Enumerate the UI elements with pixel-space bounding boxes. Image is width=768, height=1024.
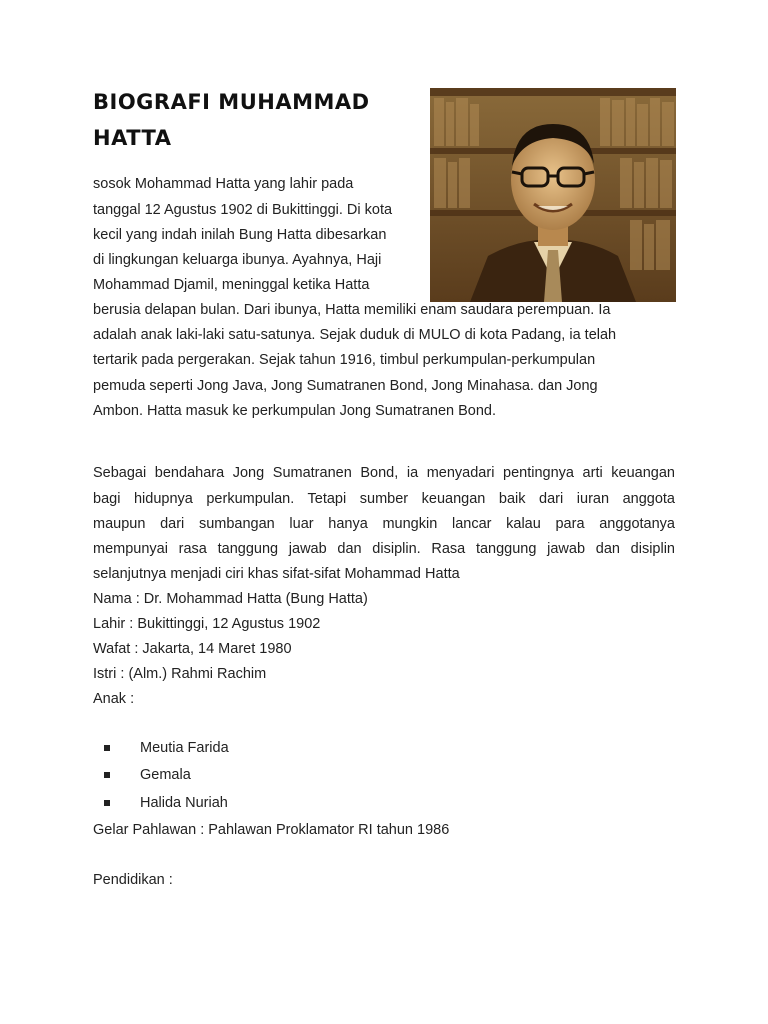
intro-line-6: berusia delapan bulan. Dari ibunya, Hatta memiliki enam saudara perempuan. Ia: [93, 302, 611, 318]
title-line-2: HATTA: [93, 126, 172, 150]
bullet-icon: [104, 800, 110, 806]
intro-line-3: kecil yang indah inilah Bung Hatta dibesarkan: [93, 227, 387, 243]
list-item: Meutia Farida: [140, 740, 229, 756]
para2-line-4: mempunyai rasa tanggung jawab dan disiplin. Rasa tanggung jawab dan disiplin: [93, 541, 675, 557]
fact-nama: Nama : Dr. Mohammad Hatta (Bung Hatta): [93, 591, 368, 607]
para2-line-3: maupun dari sumbangan luar hanya mungkin lancar kalau para anggotanya: [93, 516, 675, 532]
fact-gelar: Gelar Pahlawan : Pahlawan Proklamator RI tahun 1986: [93, 822, 450, 838]
intro-line-4: di lingkungan keluarga ibunya. Ayahnya, Haji: [93, 252, 382, 268]
intro-line-9: pemuda seperti Jong Java, Jong Sumatranen Bond, Jong Minahasa. dan Jong: [93, 378, 598, 394]
portrait-photo: [430, 88, 676, 302]
document-title: [93, 84, 413, 156]
list-item: Halida Nuriah: [140, 795, 228, 811]
intro-line-10: Ambon. Hatta masuk ke perkumpulan Jong Sumatranen Bond.: [93, 403, 497, 419]
intro-line-5: Mohammad Djamil, meninggal ketika Hatta: [93, 277, 370, 293]
intro-line-7: adalah anak laki-laki satu-satunya. Sejak duduk di MULO di kota Padang, ia telah: [93, 327, 617, 343]
fact-istri: Istri : (Alm.) Rahmi Rachim: [93, 666, 267, 682]
intro-line-1: sosok Mohammad Hatta yang lahir pada: [93, 176, 354, 192]
list-item: Gemala: [140, 767, 191, 783]
bullet-icon: [104, 745, 110, 751]
portrait-image: [430, 88, 676, 302]
para2-line-2: bagi hidupnya perkumpulan. Tetapi sumber keuangan baik dari iuran anggota: [93, 491, 675, 507]
para2-line-5: selanjutnya menjadi ciri khas sifat-sifat Mohammad Hatta: [93, 566, 460, 582]
fact-wafat: Wafat : Jakarta, 14 Maret 1980: [93, 641, 292, 657]
bullet-icon: [104, 772, 110, 778]
title-line-1: BIOGRAFI MUHAMMAD: [93, 90, 370, 114]
intro-line-8: tertarik pada pergerakan. Sejak tahun 1916, timbul perkumpulan-perkumpulan: [93, 352, 596, 368]
intro-line-2: tanggal 12 Agustus 1902 di Bukittinggi. Di kota: [93, 202, 393, 218]
para2-line-1: Sebagai bendahara Jong Sumatranen Bond, ia menyadari pentingnya arti keuangan: [93, 465, 675, 481]
pendidikan-label: Pendidikan :: [93, 872, 173, 888]
fact-anak-label: Anak :: [93, 691, 135, 707]
fact-lahir: Lahir : Bukittinggi, 12 Agustus 1902: [93, 616, 321, 632]
